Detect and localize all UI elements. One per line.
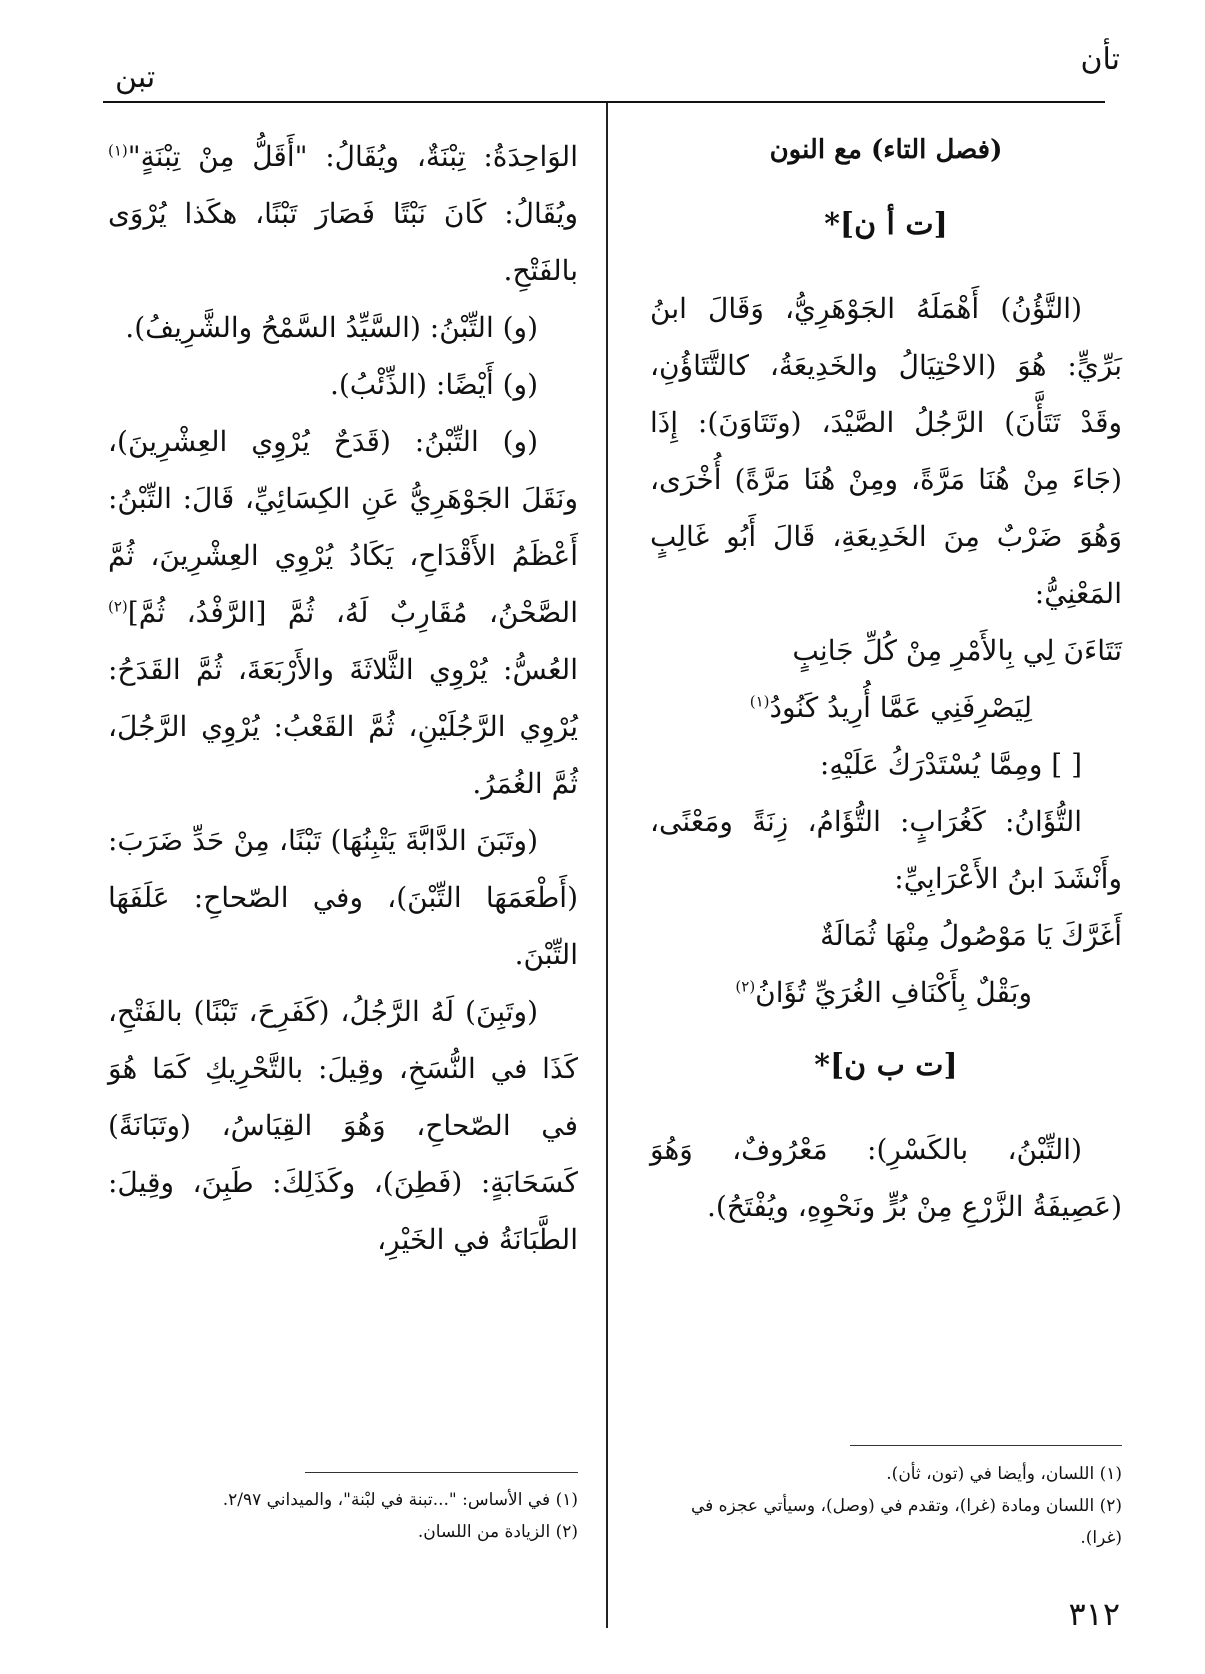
entry-paragraph: (التَّؤُنُ) أَهْمَلَهُ الجَوْهَرِيُّ، وَقَالَ ابنُ بَرِّيٍّ: هُوَ (الاحْتِيَالُ والخَدِيعَةُ، كالتَّتَاؤُنِ، وقَدْ تَتَأَّنَ) الرَّجُلُ الصَّيْدَ، (وتَتَاوَنَ): إِذَا (جَاءَ مِنْ هُنَا مَرَّةً، ومِنْ هُنَا مَرَّةً) أُخْرَى، وَهُوَ ضَرْبٌ مِنَ الخَدِيعَةِ، قَالَ أَبُو غَالِبٍ المَعْنِيُّ: bbox=[650, 292, 1122, 610]
entry-paragraph bbox=[108, 128, 578, 299]
header-root-right: تأن bbox=[1080, 42, 1120, 77]
footnotes-left bbox=[150, 1484, 578, 1548]
root-heading-tbn: [ت ب ن]* bbox=[814, 1048, 958, 1083]
verse-text: لِيَصْرِفَنِي عَمَّا أُرِيدُ كَنُودُ bbox=[769, 691, 1032, 724]
entry-paragraph: (التِّبْنُ، بالكَسْرِ): مَعْرُوفٌ، وَهُوَ (عَصِيفَةُ الزَّرْعِ مِنْ بُرٍّ ونَحْوِهِ، ويُفْتَحُ). bbox=[650, 1133, 1122, 1223]
entry-paragraph: (و) التِّبْنُ: (السَّيِّدُ السَّمْحُ والشَّرِيفُ). bbox=[125, 311, 538, 344]
verse-line bbox=[650, 679, 1122, 736]
verse-line: أَغَرَّكَ يَا مَوْصُولُ مِنْهَا ثُمَالَةٌ bbox=[820, 919, 1122, 952]
header-root-left: تبن bbox=[115, 60, 156, 95]
entry-paragraph bbox=[108, 413, 578, 812]
entry-text: (و) التِّبْنُ: (قَدَحٌ يُرْوِي العِشْرِينَ)، ونَقَلَ الجَوْهَرِيُّ عَنِ الكِسَائِيِّ، قَالَ: التِّبْنُ: أَعْظَمُ الأَقْدَاحِ، يَكَادُ يُرْوِي العِشْرِينَ، ثُمَّ الصَّحْنُ، مُقَارِبٌ لَهُ، ثُمَّ [الرَّفْدُ، ثُمَّ] bbox=[108, 425, 578, 629]
entry-paragraph: (وتَبِنَ) لَهُ الرَّجُلُ، (كَفَرِحَ، تَبْنًا) بالفَتْحِ، كَذَا في النُّسَخِ، وقِيلَ: بالتَّحْرِيكِ كَمَا هُوَ في الصّحاحِ، وَهُوَ القِيَاسُ، (وتَبَانَةً) كَسَحَابَةٍ: (فَطِنَ)، وكَذَلِكَ: طَبِنَ، وقِيلَ: الطَّبَانَةُ في الخَيْرِ، bbox=[108, 995, 578, 1256]
verse-text: وبَقْلٌ بِأَكْنَافِ الغُرَيِّ تُؤَانُ bbox=[755, 976, 1032, 1009]
entry-paragraph: [ ] ومِمَّا يُسْتَدْرَكُ عَلَيْهِ: bbox=[819, 748, 1082, 781]
footnote-marker: (٢) bbox=[735, 977, 756, 996]
footnote-marker: (١) bbox=[749, 692, 770, 711]
right-column bbox=[650, 130, 1122, 1235]
left-column bbox=[108, 128, 578, 1268]
footnote: (١) اللسان، وأيضا في (تون، ثأن). bbox=[886, 1464, 1122, 1484]
footnote: (٢) الزيادة من اللسان. bbox=[417, 1522, 578, 1542]
entry-text: العُسُّ: يُرْوِي الثَّلاثَةَ والأَرْبَعَةَ، ثُمَّ القَدَحُ: يُرْوِي الرَّجُلَيْنِ، ثُمَّ القَعْبُ: يُرْوِي الرَّجُلَ، ثُمَّ الغُمَرُ. bbox=[108, 653, 578, 800]
entry-paragraph: (وتَبَنَ الدَّابَّةَ يَتْبِنُهَا) تَبْنًا، مِنْ حَدِّ ضَرَبَ: (أَطْعَمَهَا التِّبْنَ)، وفي الصّحاحِ: عَلَفَهَا التِّبْنَ. bbox=[108, 824, 578, 971]
page-number: ٣١٢ bbox=[1068, 1595, 1120, 1633]
footnote-marker: (٢) bbox=[108, 597, 128, 616]
entry-text: ويُقَالُ: كَانَ نَبْتًا فَصَارَ تَبْنًا، هكَذا يُرْوَى بالفَتْحِ. bbox=[108, 197, 578, 287]
column-divider bbox=[606, 103, 608, 1628]
verse-line bbox=[650, 964, 1122, 1021]
footnote: (٢) اللسان ومادة (غرا)، وتقدم في (وصل)، وسيأتي عجزه في (غرا). bbox=[690, 1496, 1122, 1548]
footnote-rule-right bbox=[850, 1445, 1122, 1446]
footnote: (١) في الأساس: "...تبنة في لبْنة"، والميداني ٢/٩٧. bbox=[222, 1490, 578, 1510]
footnote-marker: (١) bbox=[108, 141, 128, 160]
verse-line: تَتَاءَنَ لِي بِالأَمْرِ مِنْ كُلِّ جَانِبٍ bbox=[792, 634, 1122, 667]
footnotes-right bbox=[650, 1458, 1122, 1554]
entry-paragraph: (و) أَيْضًا: (الذِّئْبُ). bbox=[329, 368, 538, 401]
header-rule bbox=[103, 101, 1105, 103]
entry-text: الوَاحِدَةُ: تِبْنَةٌ، ويُقَالُ: "أَقَلُّ مِنْ تِبْنَةٍ" bbox=[127, 140, 578, 173]
footnote-rule-left bbox=[305, 1472, 578, 1473]
entry-paragraph: التُّؤَانُ: كَغُرَابٍ: التُّؤَامُ، زِنَةً ومَعْنًى، وأَنْشَدَ ابنُ الأَعْرَابِيِّ: bbox=[650, 805, 1122, 895]
section-title: (فصل التاء) مع النون bbox=[769, 135, 1003, 165]
root-heading-tan: [ت أ ن]* bbox=[824, 207, 948, 242]
